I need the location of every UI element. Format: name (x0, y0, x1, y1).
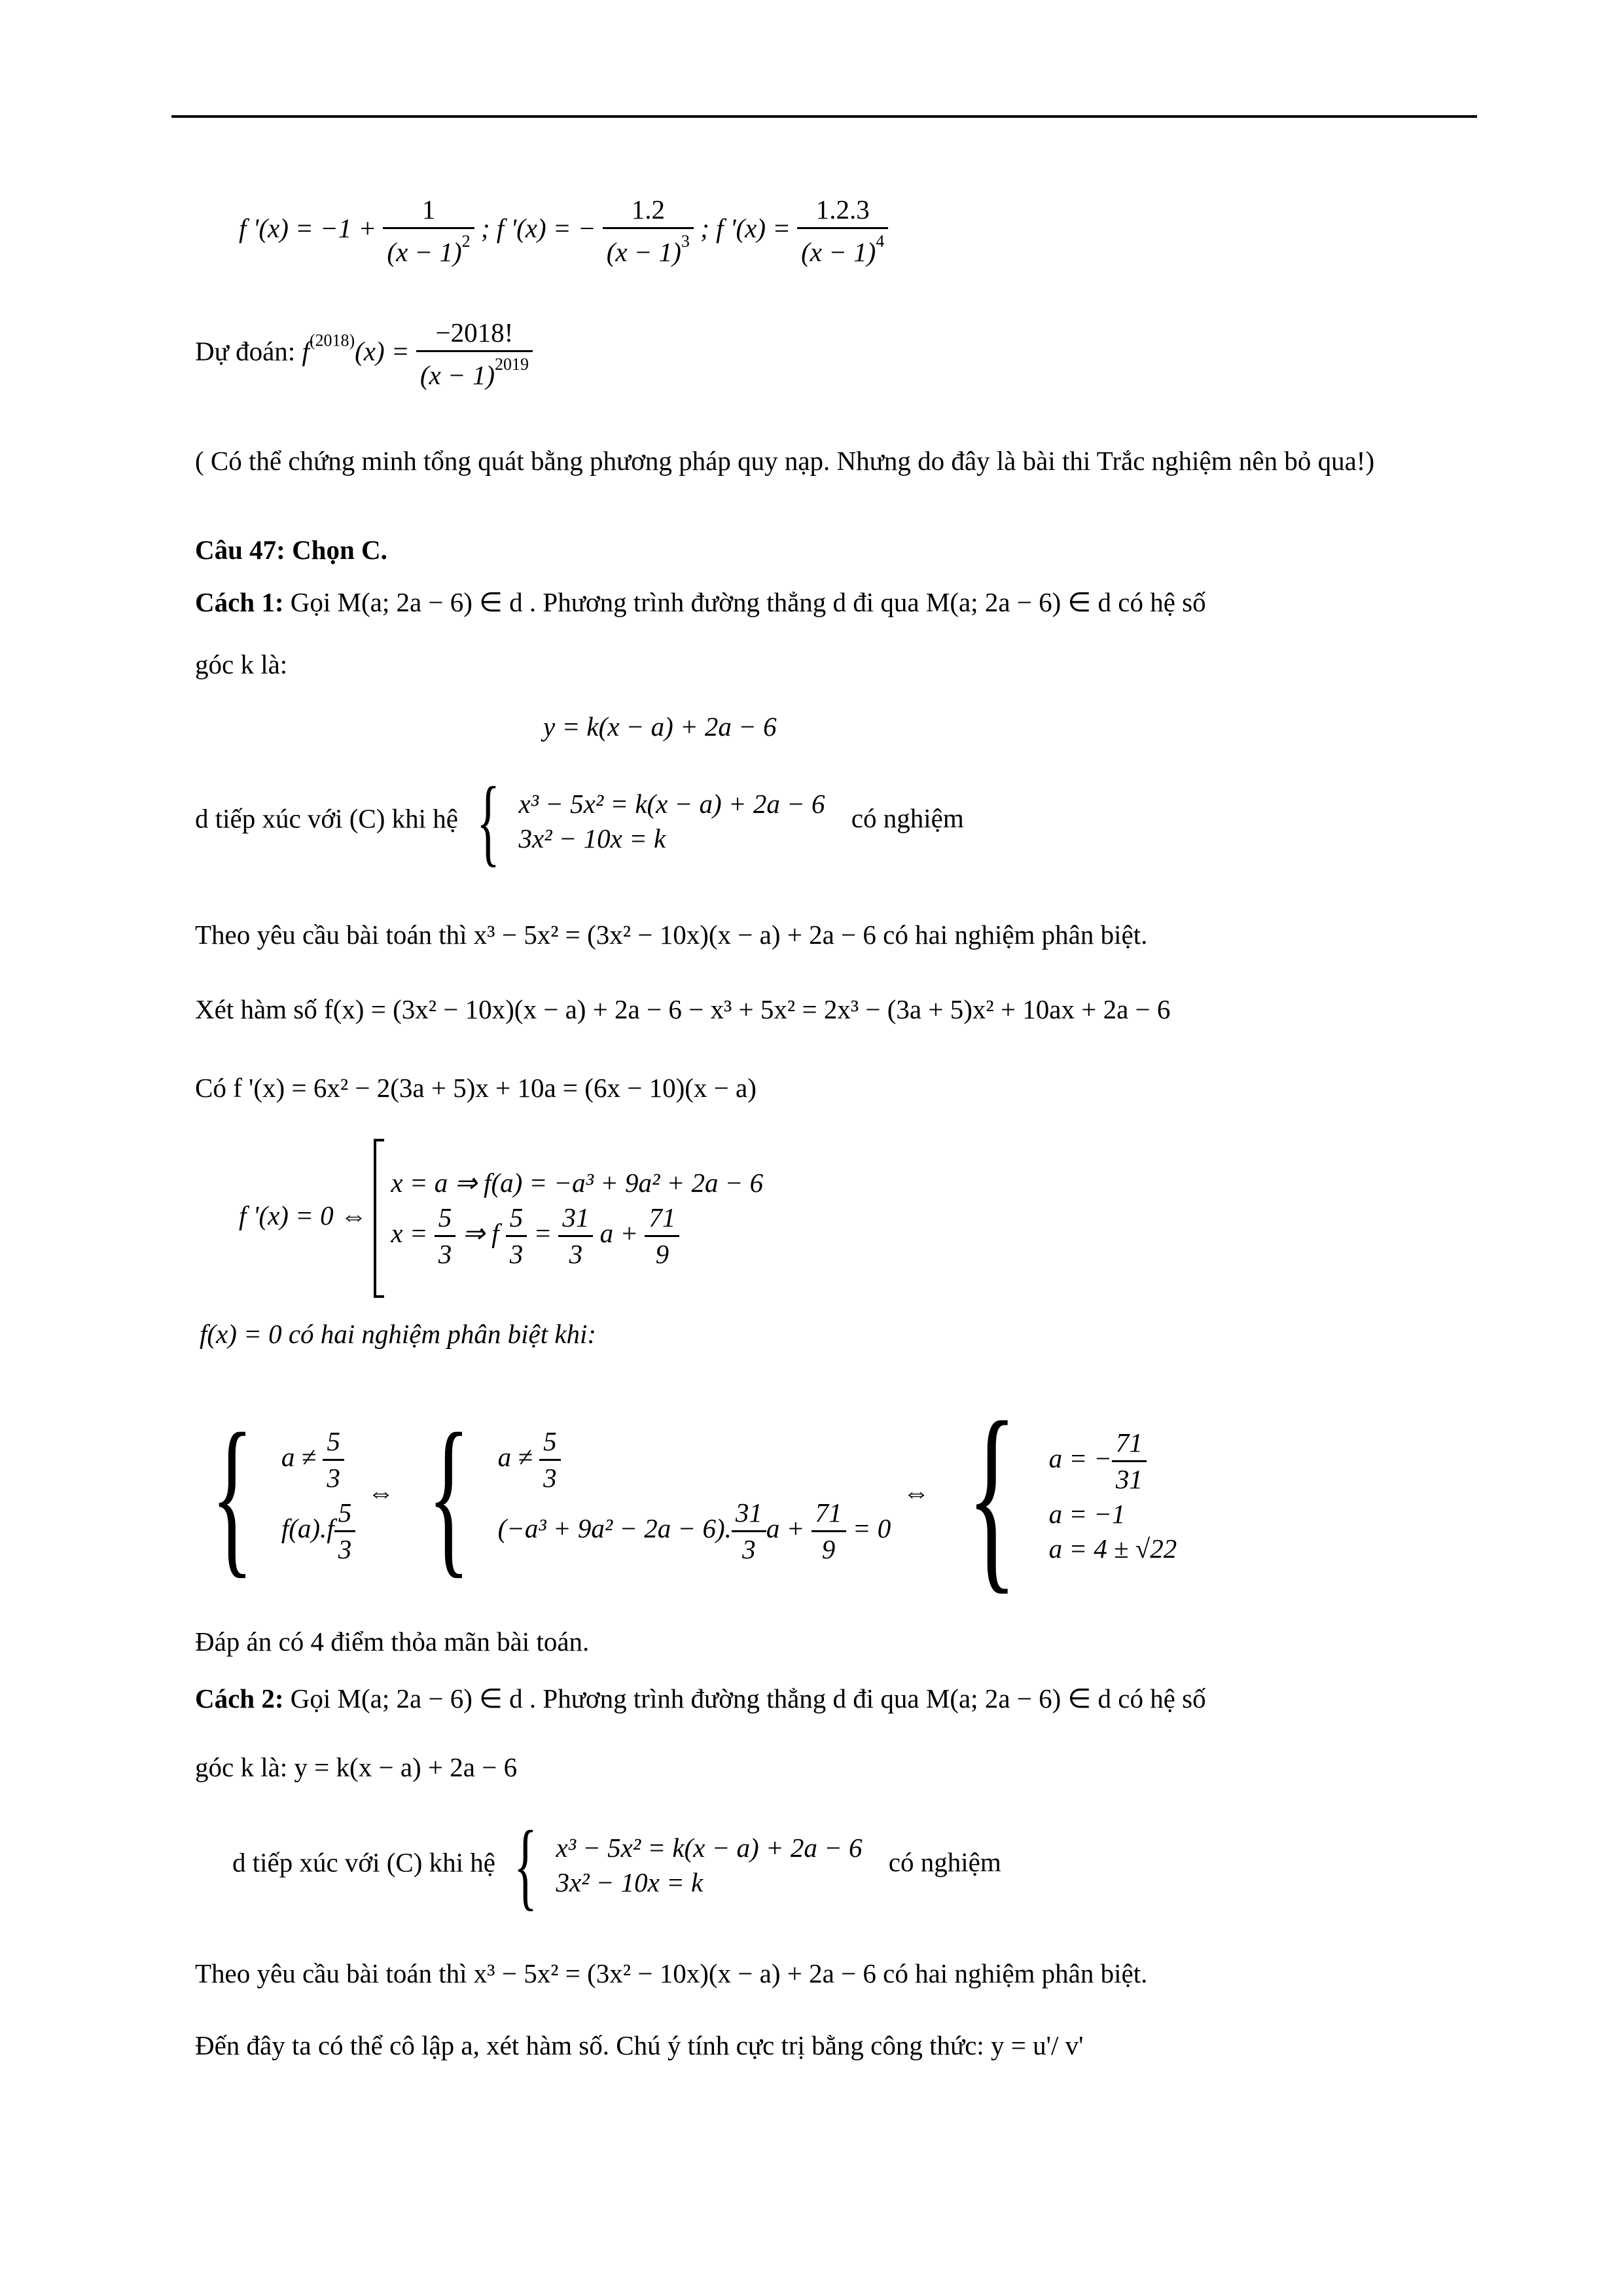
method1-conclusion: Đáp án có 4 điểm thỏa mãn bài toán. (195, 1626, 590, 1657)
f2-fraction: $\frac{1.2}{(x - 1)^3}$ (603, 196, 694, 266)
method2-intro: Cách 2: Gọi M(a; 2a − 6) ∈ d . Phương trình đường thẳng d đi qua M(a; 2a − 6) ∈ d có hệ số (195, 1683, 1206, 1713)
method1-system: x³ − 5x² = k(x − a) + 2a − 6 3x² − 10x = k (518, 789, 825, 853)
f3-fraction: $\frac{1.2.3}{(x - 1)^4}$ (797, 196, 888, 266)
method2-system: x³ − 5x² = k(x − a) + 2a − 6 3x² − 10x = k (556, 1833, 863, 1897)
result-system: a = − $\frac{71}{31}$ a = −1 a = 4 ± √22 (1048, 1427, 1177, 1564)
method1-intro2: góc k là: (195, 649, 288, 679)
sep2: ; f '(x) = (700, 213, 798, 243)
conditions-line: { a ≠ $\frac{5}{3}$ f(a).f $\frac{5}{3}$ ⇔ { a ≠ $\frac{5}{3}$ (−a³ + 9a² − 2a − 6). $\frac{31}{3}$ a + $\frac{71}{9}$ = 0 ⇔ { a = − $\frac{71}{31}$ a = −1 a = 4 ± √22 (211, 1380, 1177, 1611)
method2-requirement: Theo yêu cầu bài toán thì x³ − 5x² = (3x² − 10x)(x − a) + 2a − 6 có hai nghiệm phân biệt. (195, 1958, 1148, 1988)
critical-bracket (374, 1139, 384, 1298)
method2-intro2: góc k là: y = k(x − a) + 2a − 6 (195, 1752, 518, 1782)
method1-intro: Cách 1: Gọi M(a; 2a − 6) ∈ d . Phương trình đường thẳng d đi qua M(a; 2a − 6) ∈ d có hệ số (195, 587, 1206, 617)
iff-2: ⇔ (902, 1477, 930, 1508)
prediction-label: Dự đoán: (195, 336, 296, 367)
condition-system-1: a ≠ $\frac{5}{3}$ f(a).f $\frac{5}{3}$ (281, 1424, 355, 1567)
note-paragraph: ( Có thể chứng minh tổng quát bằng phương pháp quy nạp. Nhưng do đây là bài thi Trắc nghiệm nên bỏ qua!) (195, 446, 1375, 476)
method1-requirement: Theo yêu cầu bài toán thì x³ − 5x² = (3x² − 10x)(x − a) + 2a − 6 có hai nghiệm phân biệt. (195, 920, 1148, 950)
system-brace: { (476, 767, 501, 876)
method1-line-eq: y = k(x − a) + 2a − 6 (543, 711, 777, 742)
iff-1: ⇔ (367, 1477, 395, 1508)
method2-final: Đến đây ta có thể cô lập a, xét hàm số. Chú ý tính cực trị bằng công thức: y = u'/ v' (195, 2030, 1084, 2060)
method1-derivative: Có f '(x) = 6x² − 2(3a + 5)x + 10a = (6x − 10)(x − a) (195, 1073, 757, 1103)
prediction-line: Dự đoán: $f^{(2018)}(x)$ = $\frac{-2018!}{(x - 1)^{2019}}$ (195, 319, 533, 389)
condition-system-2: a ≠ $\frac{5}{3}$ (−a³ + 9a² − 2a − 6). $\frac{31}{3}$ a + $\frac{71}{9}$ = 0 (497, 1426, 891, 1564)
prediction-fraction: $\frac{-2018!}{(x - 1)^{2019}}$ (416, 319, 533, 389)
question-heading: Câu 47: Chọn C. (195, 535, 387, 565)
two-roots-line: f(x) = 0 có hai nghiệm phân biệt khi: (200, 1319, 597, 1349)
derivatives-line (239, 196, 888, 266)
f1-fraction: $\frac{1}{(x - 1)^2}$ (383, 196, 474, 266)
sep1: ; f '(x) = − (480, 213, 603, 243)
f1-lhs: f '(x) = −1 + (239, 213, 383, 243)
header-rule (171, 115, 1477, 118)
method1-tangent: d tiếp xúc với (C) khi hệ { x³ − 5x² = k(x − a) + 2a − 6 3x² − 10x = k có nghiệm (195, 767, 964, 876)
critical-system: x = a ⇒ f(a) = −a³ + 9a² + 2a − 6 x = $\frac{5}{3}$ ⇒ f $\frac{5}{3}$ = $\frac{31}{3}$ a + $\frac{71}{9}$ (391, 1167, 764, 1269)
method2-tangent: d tiếp xúc với (C) khi hệ { x³ − 5x² = k(x − a) + 2a − 6 3x² − 10x = k có nghiệm (232, 1811, 1001, 1920)
method1-critical: f '(x) = 0 ⇔ x = a ⇒ f(a) = −a³ + 9a² + 2a − 6 x = $\frac{5}{3}$ ⇒ f $\frac{5}{3}$ = $\frac{31}{3}$ a + $\frac{71}{9}$ (239, 1139, 763, 1298)
method1-consider: Xét hàm số f(x) = (3x² − 10x)(x − a) + 2a − 6 − x³ + 5x² = 2x³ − (3a + 5)x² + 10ax + 2a − 6 (195, 994, 1171, 1024)
